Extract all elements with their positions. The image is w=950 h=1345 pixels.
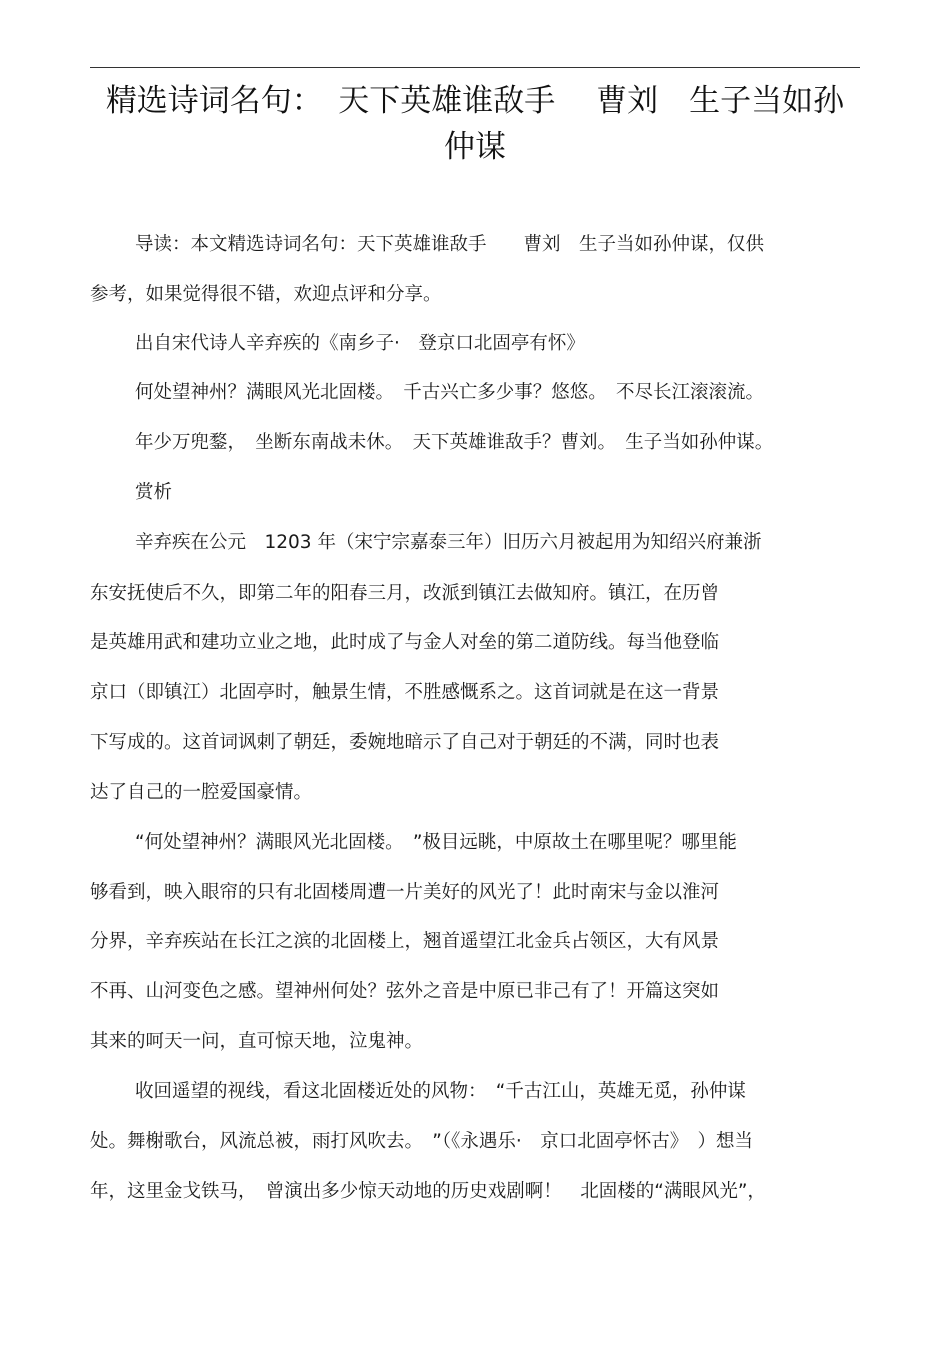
paragraph-line: 京口（即镇江）北固亭时，触景生情，不胜感慨系之。这首词就是在这一背景	[90, 682, 720, 703]
paragraph-line: 收回遥望的视线，看这北固楼近处的风物： “千古江山，英雄无觅，孙仲谋	[135, 1081, 746, 1102]
section-heading-appreciation: 赏析	[135, 482, 173, 503]
intro-line-2: 参考，如果觉得很不错，欢迎点评和分享。	[90, 284, 442, 305]
paragraph-line: 是英雄用武和建功立业之地，此时成了与金人对垒的第二道防线。每当他登临	[90, 632, 720, 653]
title-line-2: 仲谋	[444, 129, 506, 165]
paragraph-line: 处。舞榭歌台，风流总被，雨打风吹去。 ”（《永遇乐· 京口北固亭怀古》 ）想当	[90, 1131, 753, 1152]
paragraph-line: 其来的呵天一问，直可惊天地，泣鬼神。	[90, 1031, 424, 1052]
poem-line-2: 年少万兜鍪， 坐断东南战未休。 天下英雄谁敌手？曹刘。 生子当如孙仲谋。	[135, 432, 774, 453]
intro-line-1: 导读：本文精选诗词名句：天下英雄谁敌手 曹刘 生子当如孙仲谋，仅供	[135, 234, 765, 255]
paragraph-line: 下写成的。这首词讽刺了朝廷，委婉地暗示了自己对于朝廷的不满，同时也表	[90, 732, 720, 753]
paragraph-line: 辛弃疾在公元 1203 年（宋宁宗嘉泰三年）旧历六月被起用为知绍兴府兼浙	[135, 532, 762, 553]
paragraph-line: 达了自己的一腔爱国豪情。	[90, 782, 313, 803]
poem-line-1: 何处望神州？满眼风光北固楼。 千古兴亡多少事？悠悠。 不尽长江滚滚流。	[135, 382, 765, 403]
paragraph-line: 东安抚使后不久，即第二年的阳春三月，改派到镇江去做知府。镇江，在历曾	[90, 583, 720, 604]
paragraph-line: 不再、山河变色之感。望神州何处？弦外之音是中原已非己有了！开篇这突如	[90, 981, 720, 1002]
title-line-1: 精选诗词名句： 天下英雄谁敌手 曹刘 生子当如孙	[105, 83, 845, 119]
paragraph-line: 分界，辛弃疾站在长江之滨的北固楼上，翘首遥望江北金兵占领区，大有风景	[90, 931, 720, 952]
page-title	[90, 78, 860, 170]
paragraph-line: “何处望神州？满眼风光北固楼。 ”极目远眺，中原故土在哪里呢？哪里能	[135, 832, 737, 853]
source-line: 出自宋代诗人辛弃疾的《南乡子· 登京口北固亭有怀》	[135, 333, 585, 354]
top-rule	[90, 67, 860, 68]
paragraph-line: 年，这里金戈铁马， 曾演出多少惊天动地的历史戏剧啊！ 北固楼的“满眼风光”，	[90, 1181, 766, 1202]
paragraph-line: 够看到，映入眼帘的只有北固楼周遭一片美好的风光了！此时南宋与金以淮河	[90, 882, 720, 903]
